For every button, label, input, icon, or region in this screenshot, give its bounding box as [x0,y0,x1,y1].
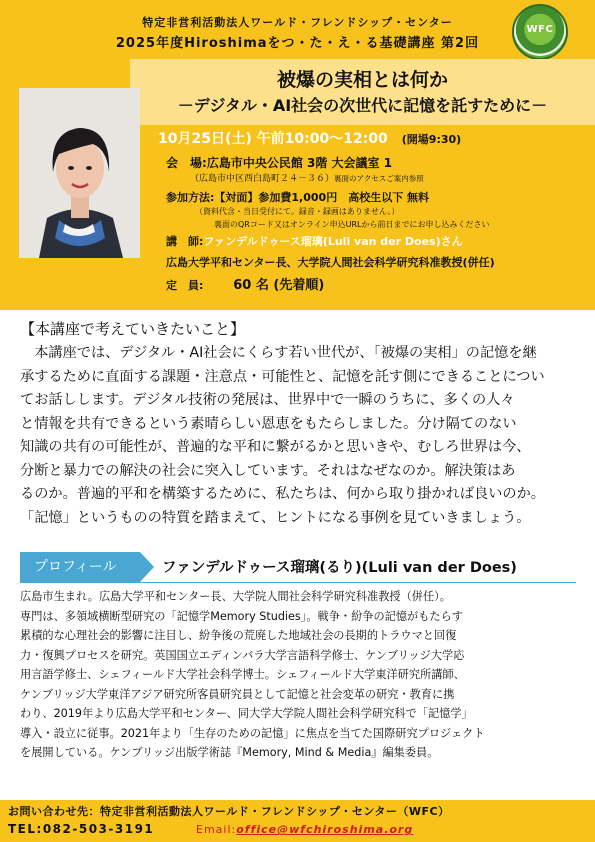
venue-label: 会 場: [166,156,207,170]
lecturer-title: 広島大学平和センター長、大学院人間社会科学研究科准教授(併任) [166,256,495,269]
footer-contact [0,800,595,842]
intro-heading: 【本講座で考えていきたいこと】 [20,320,246,338]
logo-text: WFC [526,24,554,35]
intro-line: 分断と暴力での解決の社会に突入しています。それはなぜなのか。解決策はあ [20,462,516,479]
fee-label: 参加方法: [166,191,215,204]
intro-line: 「記憶」というものの特質を踏まえて、ヒントになる事例を見ていきましょう。 [20,509,531,526]
venue-row [166,154,392,171]
email-link[interactable]: office@wfchiroshima.org [236,823,414,836]
organization-name: 特定非営利活動法人ワールド・フレンドシップ・センター [142,16,453,29]
intro-body [20,342,582,530]
venue-address: （広島市中区西白島町２４－３６） [190,174,335,184]
fee-row [166,189,429,205]
email-row [196,823,413,836]
fee-note: （資料代含・当日受付にて。録音・録画はありません。） [195,207,400,216]
intro-line: てお話しします。デジタル技術の発展は、世界中で一瞬のうちに、多くの人々 [20,392,515,408]
profile-line: 力・復興プロセスを研究。英国国立エディンバラ大学言語科学修士、ケンブリッジ大学応 [20,648,465,662]
profile-line: 広島市生まれ。広島大学平和センター長、大学院人間社会科学研究科准教授（併任）。 [20,590,451,603]
profile-line: を展開している。ケンブリッジ出版学術誌『Memory, Mind & Media』編集委員。 [20,746,439,759]
venue-name: 広島市中央公民館 3階 大会議室 1 [206,156,393,170]
page-subtitle: －デジタル・AI社会の次世代に記憶を託すために－ [177,96,548,115]
wfc-logo-icon [512,4,568,60]
fee-text: 【対面】参加費1,000円 高校生以下 無料 [214,191,430,204]
page-title: 被爆の実相とは何か [276,69,448,91]
intro-line: 本講座では、デジタル・AI社会にくらす若い世代が、「被爆の実相」の記憶を継 [20,345,537,361]
profile-line: ケンブリッジ大学東洋アジア研究所客員研究員として記憶と社会変革の研究・教育に携 [20,687,455,701]
lecturer-photo [19,88,140,258]
portrait-illustration [19,88,140,258]
profile-body [20,587,585,763]
profile-line: 累積的な心理社会的影響に注目し、紛争後の荒廃した地域社会の長期的トラウマと回復 [20,629,457,642]
event-date [158,128,461,148]
capacity-row [166,274,324,293]
venue-address-row [190,171,424,184]
doors-open: (開場9:30) [401,133,462,146]
intro-line: 知識の共有の可能性が、普遍的な平和に繋がるかと思いきや、むしろ世界は今、 [20,439,531,455]
profile-line: 導入・設立に従事。2021年より「生存のための記憶」に焦点を当てた国際研究プロジェクト [20,726,485,740]
capacity-value: 60 名 (先着順) [233,278,325,293]
lecturer-name: ファンデルドゥース瑠璃(Luli van der Does)さん [203,235,463,248]
title-box [130,59,595,125]
capacity-label: 定 員: [166,279,204,292]
intro-line: るのか。普遍的平和を構築するために、私たちは、何から取り掛かれば良いのか。 [20,486,545,502]
profile-tab: プロフィール [20,552,140,582]
lecturer-label: 講 師: [166,235,204,248]
intro-line: と情報を共有できるという素晴らしい恩恵をもたらしました。分け隔てのない [20,415,517,432]
series-title: 2025年度Hiroshimaをつ・た・え・る基礎講座 第2回 [115,36,480,51]
profile-divider [20,582,576,583]
venue-address-note: 裏面のアクセスご案内参照 [334,174,424,183]
contact-text: お問い合わせ先：特定非営利活動法人ワールド・フレンドシップ・センター（WFC） [8,805,450,818]
event-date-text: 10月25日(土) 午前10:00～12:00 [158,131,388,147]
phone-number: TEL:082-503-3191 [8,822,155,836]
profile-line: 用言語学修士、シェフィールド大学社会科学博士。シェフィールド大学東洋研究所講師、 [20,668,465,681]
header-banner [0,0,595,310]
email-label: Email: [196,823,237,836]
profile-name: ファンデルドゥース瑠璃(るり)(Luli van der Does) [162,560,517,576]
registration-note: 裏面のQRコード又はオンライン申込URLから前日までにお申し込みください [214,220,490,229]
lecturer-row [166,233,463,249]
profile-line: 専門は、多領域横断型研究の「記憶学Memory Studies」。戦争・紛争の記憶がもたらす [20,609,463,623]
profile-line: わり、2019年より広島大学平和センター、同大学大学院人間社会科学研究科で「記憶学」 [20,707,473,720]
intro-line: 承するために直面する課題・注意点・可能性と、記憶を託す側にできることについ [20,368,545,385]
